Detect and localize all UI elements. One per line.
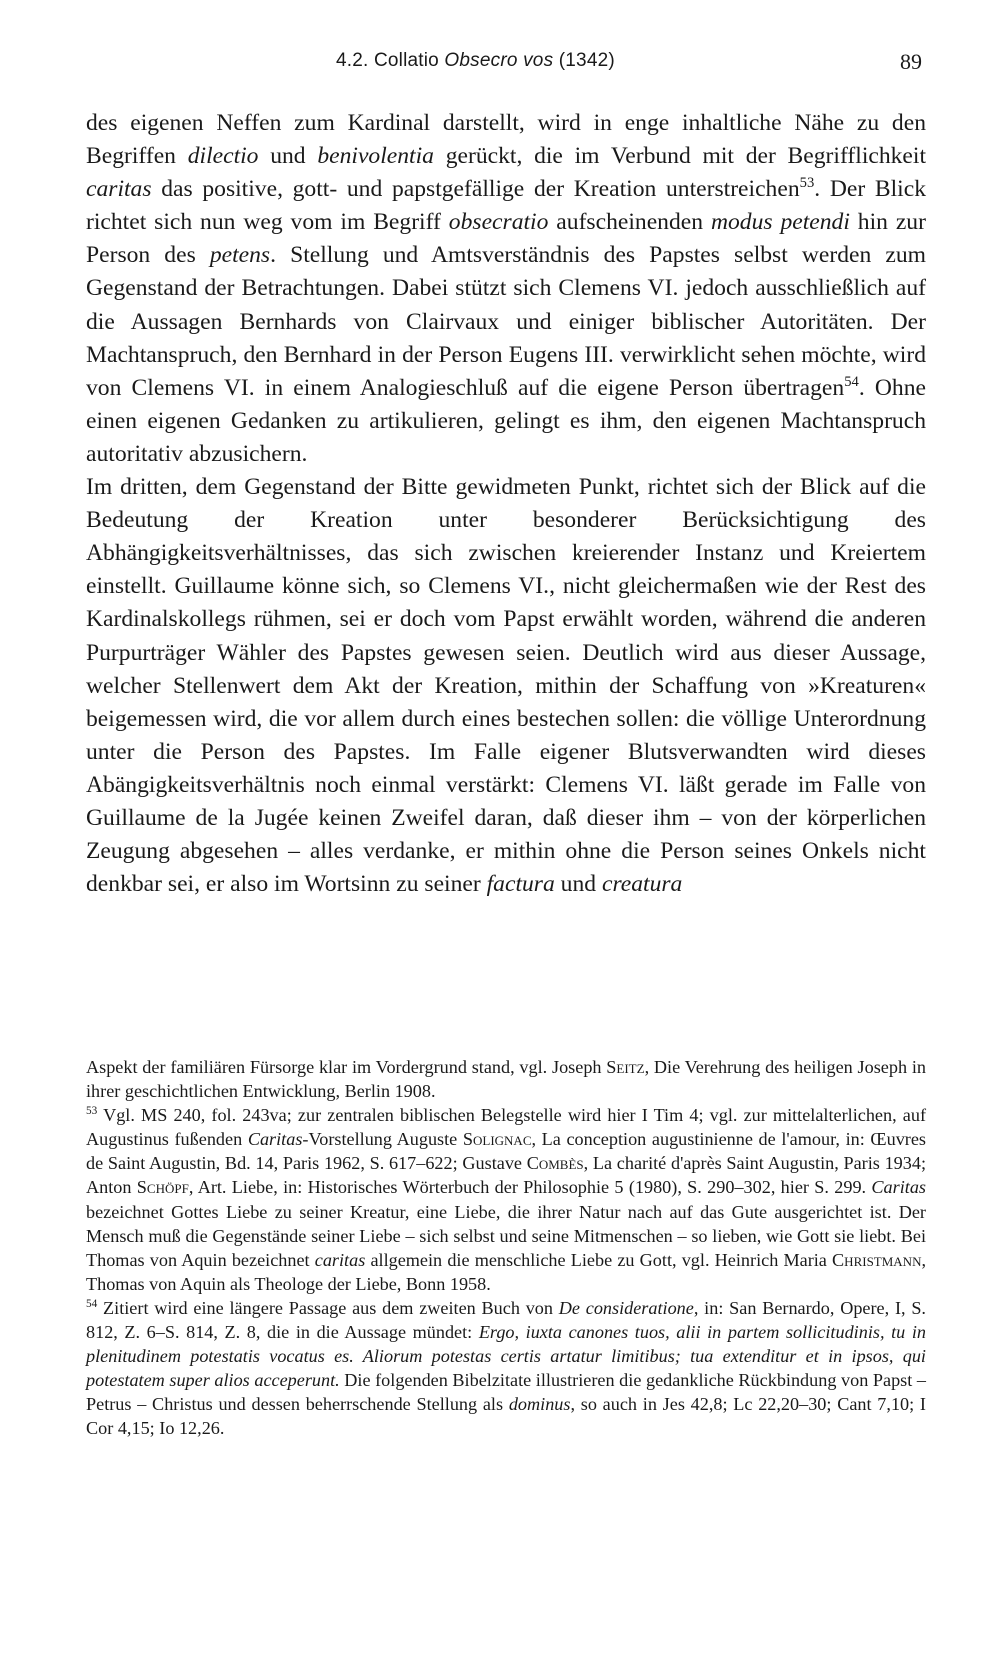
latin-term: caritas xyxy=(314,1249,366,1270)
text-run: , so auch in Jes 42,8; Lc 22,20–30; Cant 7,10; I Cor 4,15; Io 12,26. xyxy=(86,1394,926,1439)
author-name: Schöpf xyxy=(136,1177,189,1198)
footnote-53 xyxy=(86,1103,926,1296)
latin-term: obsecratio xyxy=(448,209,549,236)
author-name: Combès xyxy=(526,1153,584,1174)
text-run: Vgl. MS 240, fol. 243va; zur zentralen biblischen Belegstelle wird hier I Tim 4; vgl. zur mittelalterlichen, auf Augustinus fußenden xyxy=(86,1105,926,1150)
text-run: . Stellung und Amtsverständnis des Papstes selbst werden zum Gegenstand der Betrachtungen. Dabei stützt sich Clemens VI. jedoch ausschließlich auf die Aussagen Bernhards von Clairvaux und einiger biblischer Autoritäten. Der Machtanspruch, den Bernhard in der Person Eugens III. verwirklicht sehen möchte, wird von Clemens VI. in einem Analogieschluß auf die eigene Person übertragen xyxy=(86,242,926,401)
text-run: und xyxy=(258,143,318,170)
latin-term: petens xyxy=(209,242,271,269)
text-run: allgemein die menschliche Liebe zu Gott, vgl. Heinrich Maria xyxy=(365,1249,833,1270)
latin-term: dominus xyxy=(508,1394,571,1415)
latin-term: Caritas xyxy=(247,1129,303,1150)
text-run: hin zur Person des xyxy=(86,209,926,269)
text-run: , in: San Bernardo, Opere, I, S. 812, Z. 6–S. 814, Z. 8, die in die Aussage mündet: xyxy=(86,1297,926,1343)
main-text xyxy=(86,107,926,901)
text-run: aufscheinenden xyxy=(548,209,711,236)
section-label: 4.2. Collatio xyxy=(336,50,439,71)
latin-term: De consideratione xyxy=(558,1297,694,1318)
latin-term: dilectio xyxy=(187,143,259,170)
text-run: das positive, gott- und papstgefällige der Kreation unterstreichen xyxy=(151,176,800,203)
text-run: , Die Verehrung des heiligen Joseph in ihrer geschichtlichen Entwicklung, Berlin 1908. xyxy=(86,1057,926,1102)
latin-term: caritas xyxy=(86,176,152,203)
latin-term: Caritas xyxy=(871,1177,926,1198)
footnote-ref: 54 xyxy=(844,373,859,390)
text-run: und xyxy=(554,871,602,898)
footnote-continuation xyxy=(86,1055,926,1103)
footnotes xyxy=(86,1055,926,1441)
text-run: des eigenen Neffen zum Kardinal darstellt, wird in enge inhaltliche Nähe zu den Begriffen xyxy=(86,110,926,170)
body-paragraph xyxy=(86,471,926,901)
latin-term: creatura xyxy=(601,871,683,898)
page-number: 89 xyxy=(900,49,922,74)
author-name: Solignac xyxy=(462,1129,532,1150)
author-name: Seitz xyxy=(606,1057,645,1077)
text-run: bezeichnet Gottes Liebe zu seiner Kreatur, eine Liebe, die ihrer Natur nach auf das Gute ausgerichtet ist. Der Mensch muß die Gegenstände seiner Liebe – sich selbst und seine Mitmenschen – so lieben, wie Gott sie liebt. Bei Thomas von Aquin bezeichnet xyxy=(86,1201,926,1270)
text-run: , Thomas von Aquin als Theologe der Liebe, Bonn 1958. xyxy=(86,1249,927,1294)
author-name: Christmann xyxy=(832,1249,922,1270)
latin-quotation: Ergo, iuxta canones tuos, alii in partem sollicitudinis, tu in plenitudinem potestatis vocatus es. Aliorum potestas certis artatur limitibus; tua extenditur et in ipsos, qui potestatem super alios acceperunt. xyxy=(86,1322,926,1391)
text-run: , La charité d'après Saint Augustin, Paris 1934; Anton xyxy=(86,1153,926,1198)
work-year: (1342) xyxy=(558,50,615,71)
footnote-number: 53 xyxy=(86,1105,98,1118)
running-head xyxy=(0,50,1000,90)
text-run: gerückt, die im Verbund mit der Begrifflichkeit xyxy=(433,143,927,170)
footnote-ref: 53 xyxy=(799,175,815,192)
text-run: . Ohne einen eigenen Gedanken zu artikulieren, gelingt es ihm, den eigenen Machtanspruch autoritativ abzusichern. xyxy=(86,374,926,467)
latin-term: factura xyxy=(486,871,555,898)
running-head-title xyxy=(336,50,615,72)
text-run: , Art. Liebe, in: Historisches Wörterbuch der Philosophie 5 (1980), S. 290–302, hier S. 299. xyxy=(188,1177,872,1198)
footnote-54 xyxy=(86,1296,926,1441)
text-run: , La conception augustinienne de l'amour, in: Œuvres de Saint Augustin, Bd. 14, Paris 1962, S. 617–622; Gustave xyxy=(86,1129,926,1174)
text-run: Im dritten, dem Gegenstand der Bitte gewidmeten Punkt, richtet sich der Blick auf die Bedeutung der Kreation unter besonderer Berücksichtigung des Abhängigkeitsverhältnisses, das sich zwischen kreierender Instanz und Kreiertem einstellt. Guillaume könne sich, so Clemens VI., nicht gleichermaßen wie der Rest des Kardinalskollegs rühmen, sei er doch vom Papst erwählt worden, während die anderen Purpurträger Wähler des Papstes gewesen seien. Deutlich wird aus dieser Aussage, welcher Stellenwert dem Akt der Kreation, mithin der Schaffung von »Kreaturen« beigemessen wird, die vor allem durch eines bestechen sollen: die völlige Unterordnung unter die Person des Papstes. Im Falle eigener Blutsverwandten wird dieses Abängigkeitsverhältnis noch einmal verstärkt: Clemens VI. läßt gerade im Falle von Guillaume de la Jugée keinen Zweifel daran, daß dieser ihm – von der körperlichen Zeugung abgesehen – alles verdanke, er mithin ohne die Person seines Onkels nicht denkbar sei, er also im Wortsinn zu seiner xyxy=(86,474,926,898)
text-run: -Vorstellung Auguste xyxy=(302,1129,463,1150)
footnote-number: 54 xyxy=(86,1298,98,1311)
body-paragraph xyxy=(86,107,926,471)
text-run: Aspekt der familiären Fürsorge klar im Vordergrund stand, vgl. Joseph xyxy=(86,1057,607,1077)
text-run: Zitiert wird eine längere Passage aus dem zweiten Buch von xyxy=(97,1297,559,1318)
text-run: Die folgenden Bibelzitate illustrieren die gedankliche Rückbindung von Papst – Petrus – Christus und dessen beherrschende Stellung als xyxy=(86,1370,926,1415)
text-run: . Der Blick richtet sich nun weg vom im Begriff xyxy=(86,176,926,236)
latin-term: benivolentia xyxy=(317,143,434,170)
work-title: Obsecro vos xyxy=(444,50,554,71)
latin-term: modus petendi xyxy=(710,209,850,236)
